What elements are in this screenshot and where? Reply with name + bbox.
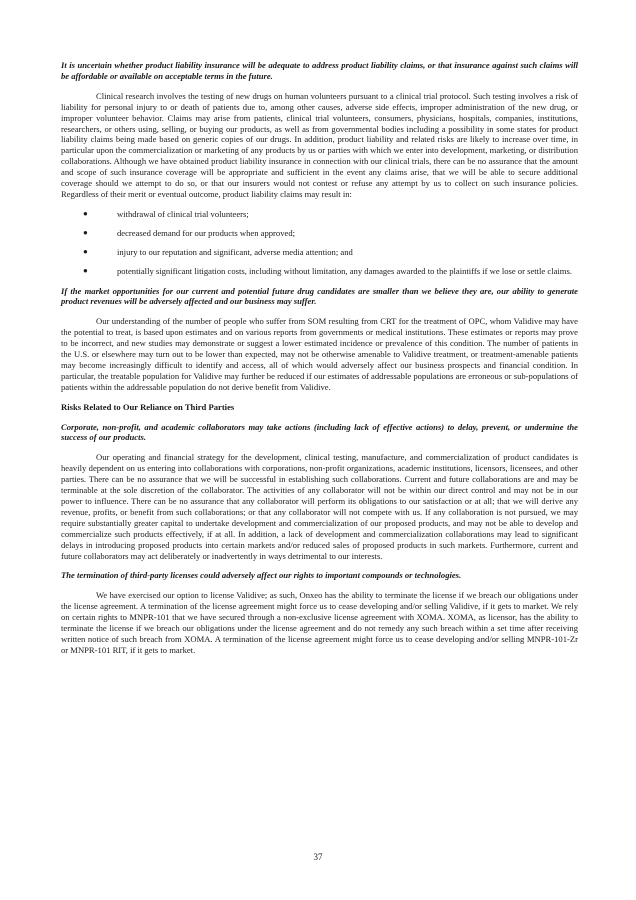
document-page: [61, 60, 578, 665]
risk-heading-market-opportunities: If the market opportunities for our current and potential future drug candidates are smaller than we believe they are, our ability to generate product revenues will be adversely affected and our business may suffer.: [61, 285, 578, 307]
bullet-list-claims-results: [61, 209, 578, 277]
list-item: ● withdrawal of clinical trial volunteers;: [83, 208, 249, 219]
risk-heading-collaborators: Corporate, non-profit, and academic collaborators may take actions (including lack of effective actions) to delay, prevent, or undermine the success of our products.: [61, 421, 578, 443]
page-number: 37: [313, 852, 323, 862]
risk-heading-product-liability: It is uncertain whether product liability insurance will be adequate to address product liability claims, or that insurance against such claims will be affordable or available on acceptable terms in the future.: [61, 60, 578, 81]
paragraph-market-understanding: Our understanding of the number of people who suffer from SOM resulting from CRT for the treatment of OPC, whom Validive may have the potential to treat, is based upon estimates and on various reports from governments or medical institutions. These estimates or reports may prove to be incorrect, and new studies may demonstrate or suggest a lower estimated incidence or prevalence of this condition. The number of patients in the U.S. or elsewhere may turn out to be lower than expected, may not be otherwise amenable to Validive treatment, or treatment-amenable patients may become increasingly difficult to identify and access, all of which would adversely affect our business prospects and financial condition. In particular, the treatable population for Validive may further be reduced if our estimates of addressable populations are erroneous or sub-populations of patients within the addressable population do not derive benefit from Validive.: [61, 316, 578, 392]
bullet-icon: ●: [83, 246, 88, 256]
list-item: ● decreased demand for our products when approved;: [83, 227, 296, 238]
list-item: ● injury to our reputation and significant, adverse media attention; and: [83, 246, 353, 257]
bullet-icon: ●: [83, 208, 88, 218]
risk-heading-license-termination: The termination of third-party licenses could adversely affect our rights to important compounds or technologies.: [61, 570, 462, 581]
bullet-icon: ●: [83, 265, 88, 275]
bullet-icon: ●: [83, 227, 88, 237]
paragraph-license-option: We have exercised our option to license Validive; as such, Onxeo has the ability to terminate the license if we breach our obligations under the license agreement. A termination of the license agreement might force us to cease developing and/or selling Validive, if it gets to market. We rely on certain rights to MNPR-101 that we have secured through a non-exclusive license agreement with XOMA. XOMA, as licensor, has the ability to terminate the license if we breach our obligations under the license agreement and do not remedy any such breach within a set time after receiving written notice of such breach from XOMA. A termination of the license agreement might force us to cease developing and/or selling MNPR-101-Zr or MNPR-101 RIT, if it gets to market.: [61, 590, 578, 655]
list-item: ● potentially significant litigation costs, including without limitation, any damages awarded to the plaintiffs if we lose or settle claims.: [83, 265, 572, 276]
paragraph-clinical-research: Clinical research involves the testing of new drugs on human volunteers pursuant to a clinical trial protocol. Such testing involves a risk of liability for personal injury to or death of patients due to, among other causes, adverse side effects, improper administration of the new drug, or improper volunteer behavior. Claims may arise from patients, clinical trial volunteers, consumers, physicians, hospitals, companies, institutions, researchers, or others using, selling, or buying our products, as well as from governmental bodies including a possibility in some states for product liability claims being made based on generic copies of our drugs. In addition, product liability and related risks are likely to increase over time, in particular upon the commercialization or marketing of any products by us or parties with which we enter into development, marketing, or distribution collaborations. Although we have obtained product liability insurance in connection with our clinical trials, there can be no assurance that the amount and scope of such insurance coverage will be appropriate and sufficient in the event any claims arise, that we will be able to secure additional coverage should we attempt to do so, or that our insurers would not contest or refuse any attempt by us to collect on such insurance policies. Regardless of their merit or eventual outcome, product liability claims may result in:: [61, 90, 578, 199]
section-title-third-parties: Risks Related to Our Reliance on Third Parties: [61, 401, 235, 412]
paragraph-collaborations: Our operating and financial strategy for the development, clinical testing, manufacture, and commercialization of product candidates is heavily dependent on us entering into collaborations with corporations, non-profit organizations, academic institutions, licensors, licensees, and other parties. There can be no assurance that we will be successful in establishing such collaborations. Current and future collaborations are and may be terminable at the sole discretion of the collaborator. The activities of any collaborator will not be within our direct control and may not be in our power to influence. There can be no assurance that any collaborator will perform its obligations to our satisfaction or at all; that we will derive any revenue, profits, or benefit from such collaborations; or that any collaborator will not compete with us. If any collaboration is not pursued, we may require substantially greater capital to undertake development and commercialization of our proposed products, and may not be able to develop and commercialize such products effectively, if at all. In addition, a lack of development and commercialization collaborations may lead to significant delays in introducing proposed products into certain markets and/or reduced sales of proposed products in such markets. Furthermore, current and future collaborators may act deliberately or inadvertently in ways detrimental to our interests.: [61, 452, 578, 561]
